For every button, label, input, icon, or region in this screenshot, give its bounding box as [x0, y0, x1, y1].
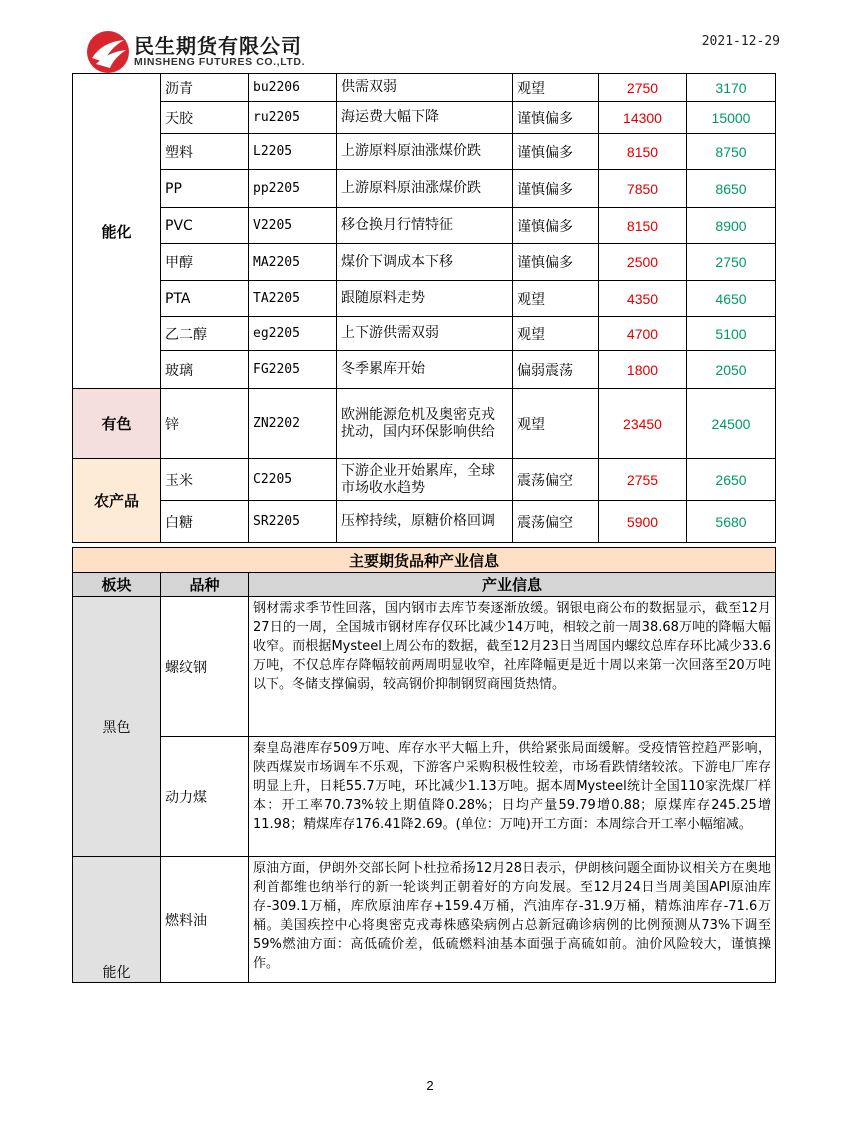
- stance-cell: 观望: [513, 281, 599, 317]
- stance-cell: 观望: [513, 317, 599, 351]
- contract-code-cell: C2205: [249, 459, 337, 501]
- table-row: [73, 244, 776, 281]
- stance-cell: 谨慎偏多: [513, 102, 599, 134]
- support-cell: 2500: [599, 244, 687, 281]
- resistance-cell: 2750: [687, 244, 776, 281]
- support-cell: 4700: [599, 317, 687, 351]
- variety-cell: PVC: [161, 208, 249, 244]
- support-cell: 2750: [599, 74, 687, 102]
- resistance-cell: 5680: [687, 501, 776, 543]
- company-name-cn: 民生期货有限公司: [134, 34, 302, 58]
- variety-cell: PTA: [161, 281, 249, 317]
- sector-cell: 能化: [73, 74, 161, 389]
- strategy-table: [72, 73, 776, 543]
- industry-table: [72, 547, 776, 983]
- table-row: [73, 389, 776, 459]
- resistance-cell: 5100: [687, 317, 776, 351]
- support-cell: 8150: [599, 208, 687, 244]
- view-cell: 上游原料原油涨煤价跌: [337, 134, 513, 170]
- header-variety: 品种: [161, 573, 249, 597]
- info-cell: 原油方面，伊朗外交部长阿卜杜拉希扬12月28日表示，伊朗核问题全面协议相关方在奥地利首都维也纳举行的新一轮谈判正朝着好的方向发展。至12月24日当周美国API原油库存-309.1万桶，库欣原油库存+159.4万桶，汽油库存-31.9万桶，精炼油库存-71.6万桶。美国疾控中心将奥密克戎毒株感染病例占总新冠确诊病例的比例预测从73%下调至59%燃油方面：高低硫价差，低硫燃料油基本面强于高硫如前。油价风险较大，谨慎操作。: [249, 857, 776, 983]
- minsheng-logo-icon: [84, 28, 132, 76]
- variety-cell: 燃料油: [161, 857, 249, 983]
- stance-cell: 谨慎偏多: [513, 208, 599, 244]
- view-cell: 上下游供需双弱: [337, 317, 513, 351]
- view-cell: 煤价下调成本下移: [337, 244, 513, 281]
- variety-cell: 白糖: [161, 501, 249, 543]
- variety-cell: 塑料: [161, 134, 249, 170]
- table-row: [73, 501, 776, 543]
- company-name-en: MINSHENG FUTURES CO.,LTD.: [134, 56, 306, 68]
- contract-code-cell: TA2205: [249, 281, 337, 317]
- table-row: [73, 737, 776, 857]
- header-sector: 板块: [73, 573, 161, 597]
- contract-code-cell: SR2205: [249, 501, 337, 543]
- variety-cell: 乙二醇: [161, 317, 249, 351]
- stance-cell: 观望: [513, 74, 599, 102]
- variety-cell: PP: [161, 170, 249, 208]
- variety-cell: 沥青: [161, 74, 249, 102]
- support-cell: 23450: [599, 389, 687, 459]
- header-info: 产业信息: [249, 573, 776, 597]
- support-cell: 14300: [599, 102, 687, 134]
- table-row: [73, 74, 776, 102]
- contract-code-cell: MA2205: [249, 244, 337, 281]
- support-cell: 4350: [599, 281, 687, 317]
- variety-cell: 螺纹钢: [161, 597, 249, 737]
- resistance-cell: 2650: [687, 459, 776, 501]
- table-row: [73, 208, 776, 244]
- resistance-cell: 8650: [687, 170, 776, 208]
- variety-cell: 锌: [161, 389, 249, 459]
- stance-cell: 震荡偏空: [513, 459, 599, 501]
- table-row: [73, 102, 776, 134]
- view-cell: 欧洲能源危机及奥密克戎扰动，国内环保影响供给: [337, 389, 513, 459]
- resistance-cell: 3170: [687, 74, 776, 102]
- table-row: [73, 170, 776, 208]
- sector-cell: 有色: [73, 389, 161, 459]
- page-header: [0, 0, 860, 75]
- table-row: [73, 857, 776, 983]
- stance-cell: 观望: [513, 389, 599, 459]
- stance-cell: 偏弱震荡: [513, 351, 599, 389]
- contract-code-cell: FG2205: [249, 351, 337, 389]
- view-cell: 下游企业开始累库，全球市场收水趋势: [337, 459, 513, 501]
- industry-title: 主要期货品种产业信息: [73, 548, 776, 573]
- variety-cell: 玻璃: [161, 351, 249, 389]
- contract-code-cell: V2205: [249, 208, 337, 244]
- stance-cell: 震荡偏空: [513, 501, 599, 543]
- table-row: [73, 459, 776, 501]
- resistance-cell: 8900: [687, 208, 776, 244]
- variety-cell: 甲醇: [161, 244, 249, 281]
- table-row: [73, 317, 776, 351]
- variety-cell: 动力煤: [161, 737, 249, 857]
- support-cell: 5900: [599, 501, 687, 543]
- resistance-cell: 8750: [687, 134, 776, 170]
- resistance-cell: 15000: [687, 102, 776, 134]
- view-cell: 压榨持续，原糖价格回调: [337, 501, 513, 543]
- view-cell: 移仓换月行情特征: [337, 208, 513, 244]
- report-date: 2021-12-29: [701, 34, 780, 49]
- view-cell: 冬季累库开始: [337, 351, 513, 389]
- variety-cell: 天胶: [161, 102, 249, 134]
- resistance-cell: 2050: [687, 351, 776, 389]
- table-row: [73, 281, 776, 317]
- stance-cell: 谨慎偏多: [513, 244, 599, 281]
- view-cell: 上游原料原油涨煤价跌: [337, 170, 513, 208]
- stance-cell: 谨慎偏多: [513, 170, 599, 208]
- contract-code-cell: ZN2202: [249, 389, 337, 459]
- view-cell: 跟随原料走势: [337, 281, 513, 317]
- page-number: 2: [426, 1078, 434, 1093]
- table-row: [73, 134, 776, 170]
- sector-cell: 黑色: [73, 597, 161, 857]
- view-cell: 供需双弱: [337, 74, 513, 102]
- support-cell: 1800: [599, 351, 687, 389]
- support-cell: 8150: [599, 134, 687, 170]
- contract-code-cell: L2205: [249, 134, 337, 170]
- contract-code-cell: bu2206: [249, 74, 337, 102]
- contract-code-cell: eg2205: [249, 317, 337, 351]
- resistance-cell: 4650: [687, 281, 776, 317]
- stance-cell: 谨慎偏多: [513, 134, 599, 170]
- support-cell: 2755: [599, 459, 687, 501]
- sector-cell: 农产品: [73, 459, 161, 543]
- info-cell: 钢材需求季节性回落，国内钢市去库节奏逐渐放缓。钢银电商公布的数据显示，截至12月27日的一周，全国城市钢材库存仅环比减少14万吨，相较之前一周38.68万吨的降幅大幅收窄。而根据Mysteel上周公布的数据，截至12月23日当周国内螺纹总库存环比减少33.6万吨，不仅总库存降幅较前两周明显收窄，社库降幅更是近十周以来第一次回落至20万吨以下。冬储支撑偏弱，较高钢价抑制钢贸商囤货热情。: [249, 597, 776, 737]
- sector-cell: 能化: [73, 857, 161, 983]
- contract-code-cell: ru2205: [249, 102, 337, 134]
- table-row: [73, 351, 776, 389]
- info-cell: 秦皇岛港库存509万吨、库存水平大幅上升，供给紧张局面缓解。受疫情管控趋严影响，陕西煤炭市场调车不乐观，下游客户采购积极性较差，市场看跌情绪较浓。下游电厂库存明显上升，日耗55.7万吨，环比减少1.13万吨。据本周Mysteel统计全国110家洗煤厂样本：开工率70.73%较上期值降0.28%；日均产量59.79增0.88；原煤库存245.25增11.98；精煤库存176.41降2.69。(单位：万吨)开工方面：本周综合开工率小幅缩减。: [249, 737, 776, 857]
- view-cell: 海运费大幅下降: [337, 102, 513, 134]
- resistance-cell: 24500: [687, 389, 776, 459]
- contract-code-cell: pp2205: [249, 170, 337, 208]
- table-row: [73, 597, 776, 737]
- variety-cell: 玉米: [161, 459, 249, 501]
- support-cell: 7850: [599, 170, 687, 208]
